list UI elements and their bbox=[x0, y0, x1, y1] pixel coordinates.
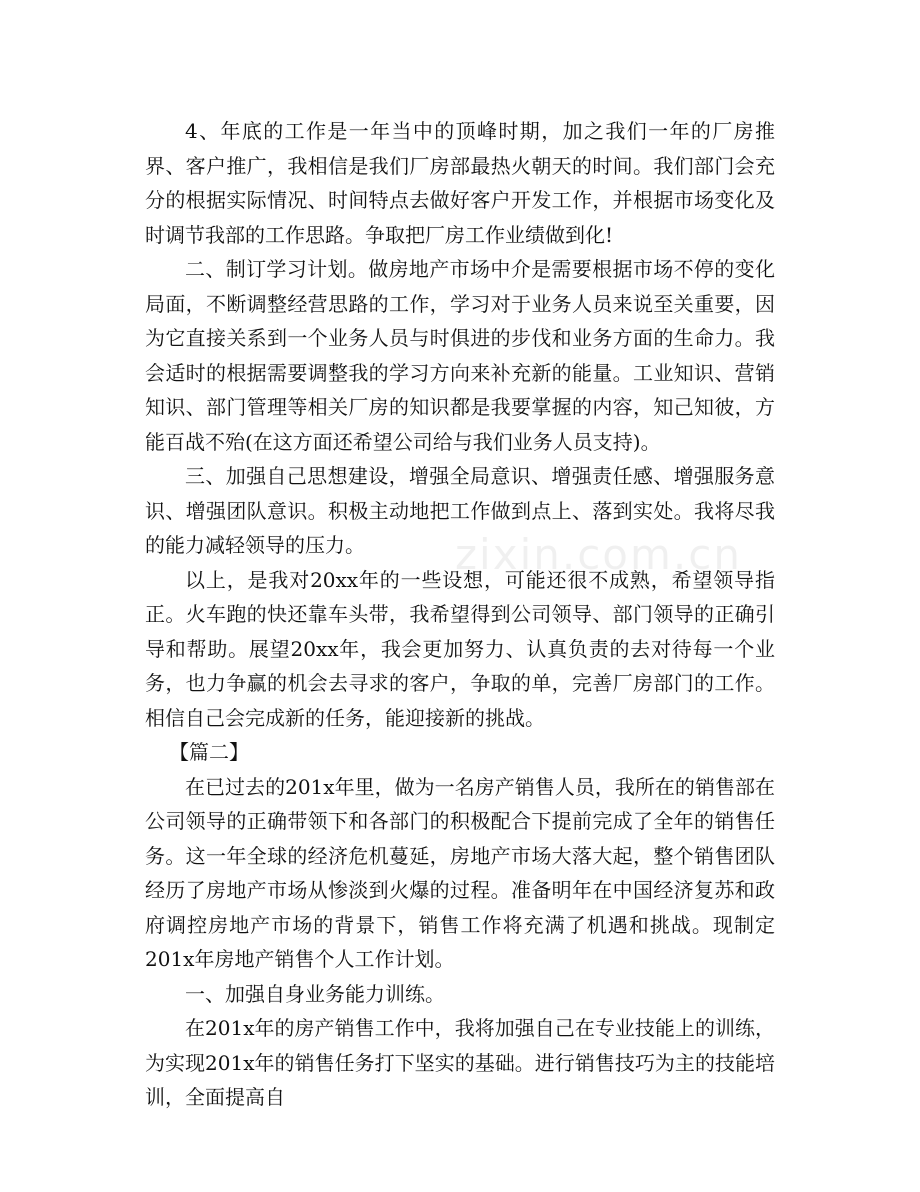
watermark: zixin.com.cn bbox=[455, 530, 742, 579]
paragraph-2: 二、制订学习计划。做房地产市场中介是需要根据市场不停的变化局面，不断调整经营思路的工作，学习对于业务人员来说至关重要，因为它直接关系到一个业务人员与时俱进的步伐和业务方面的生命力。我会适时的根据需要调整我的学习方向来补充新的能量。工业知识、营销知识、部门管理等相关厂房的知识都是我要掌握的内容，知己知彼，方能百战不殆(在这方面还希望公司给与我们业务人员支持)。 bbox=[145, 257, 775, 454]
paragraph-7: 在201x年的房产销售工作中，我将加强自己在专业技能上的训练，为实现201x年的销售任务打下坚实的基础。进行销售技巧为主的技能培训，全面提高自 bbox=[145, 1016, 775, 1109]
paragraph-5: 在已过去的201x年里，做为一名房产销售人员，我所在的销售部在公司领导的正确带领下和各部门的积极配合下提前完成了全年的销售任务。这一年全球的经济危机蔓延，房地产市场大落大起，整个销售团队经历了房地产市场从惨淡到火爆的过程。准备明年在中国经济复苏和政府调控房地产市场的背景下，销售工作将充满了机遇和挑战。现制定201x年房地产销售个人工作计划。 bbox=[145, 774, 775, 971]
paragraph-3: 三、加强自己思想建设，增强全局意识、增强责任感、增强服务意识、增强团队意识。积极主动地把工作做到点上、落到实处。我将尽我的能力减轻领导的压力。 bbox=[145, 464, 775, 557]
section-heading: 【篇二】 bbox=[169, 740, 249, 764]
paragraph-4: 以上，是我对20xx年的一些设想，可能还很不成熟，希望领导指正。火车跑的快还靠车头带，我希望得到公司领导、部门领导的正确引导和帮助。展望20xx年，我会更加努力、认真负责的去对待每一个业务，也力争赢的机会去寻求的客户，争取的单，完善厂房部门的工作。相信自己会完成新的任务，能迎接新的挑战。 bbox=[145, 567, 775, 730]
paragraph-1: 4、年底的工作是一年当中的顶峰时期，加之我们一年的厂房推界、客户推广，我相信是我们厂房部最热火朝天的时间。我们部门会充分的根据实际情况、时间特点去做好客户开发工作，并根据市场变化及时调节我部的工作思路。争取把厂房工作业绩做到化! bbox=[145, 119, 775, 247]
paragraph-6: 一、加强自身业务能力训练。 bbox=[185, 981, 445, 1006]
document-page bbox=[145, 114, 775, 1115]
